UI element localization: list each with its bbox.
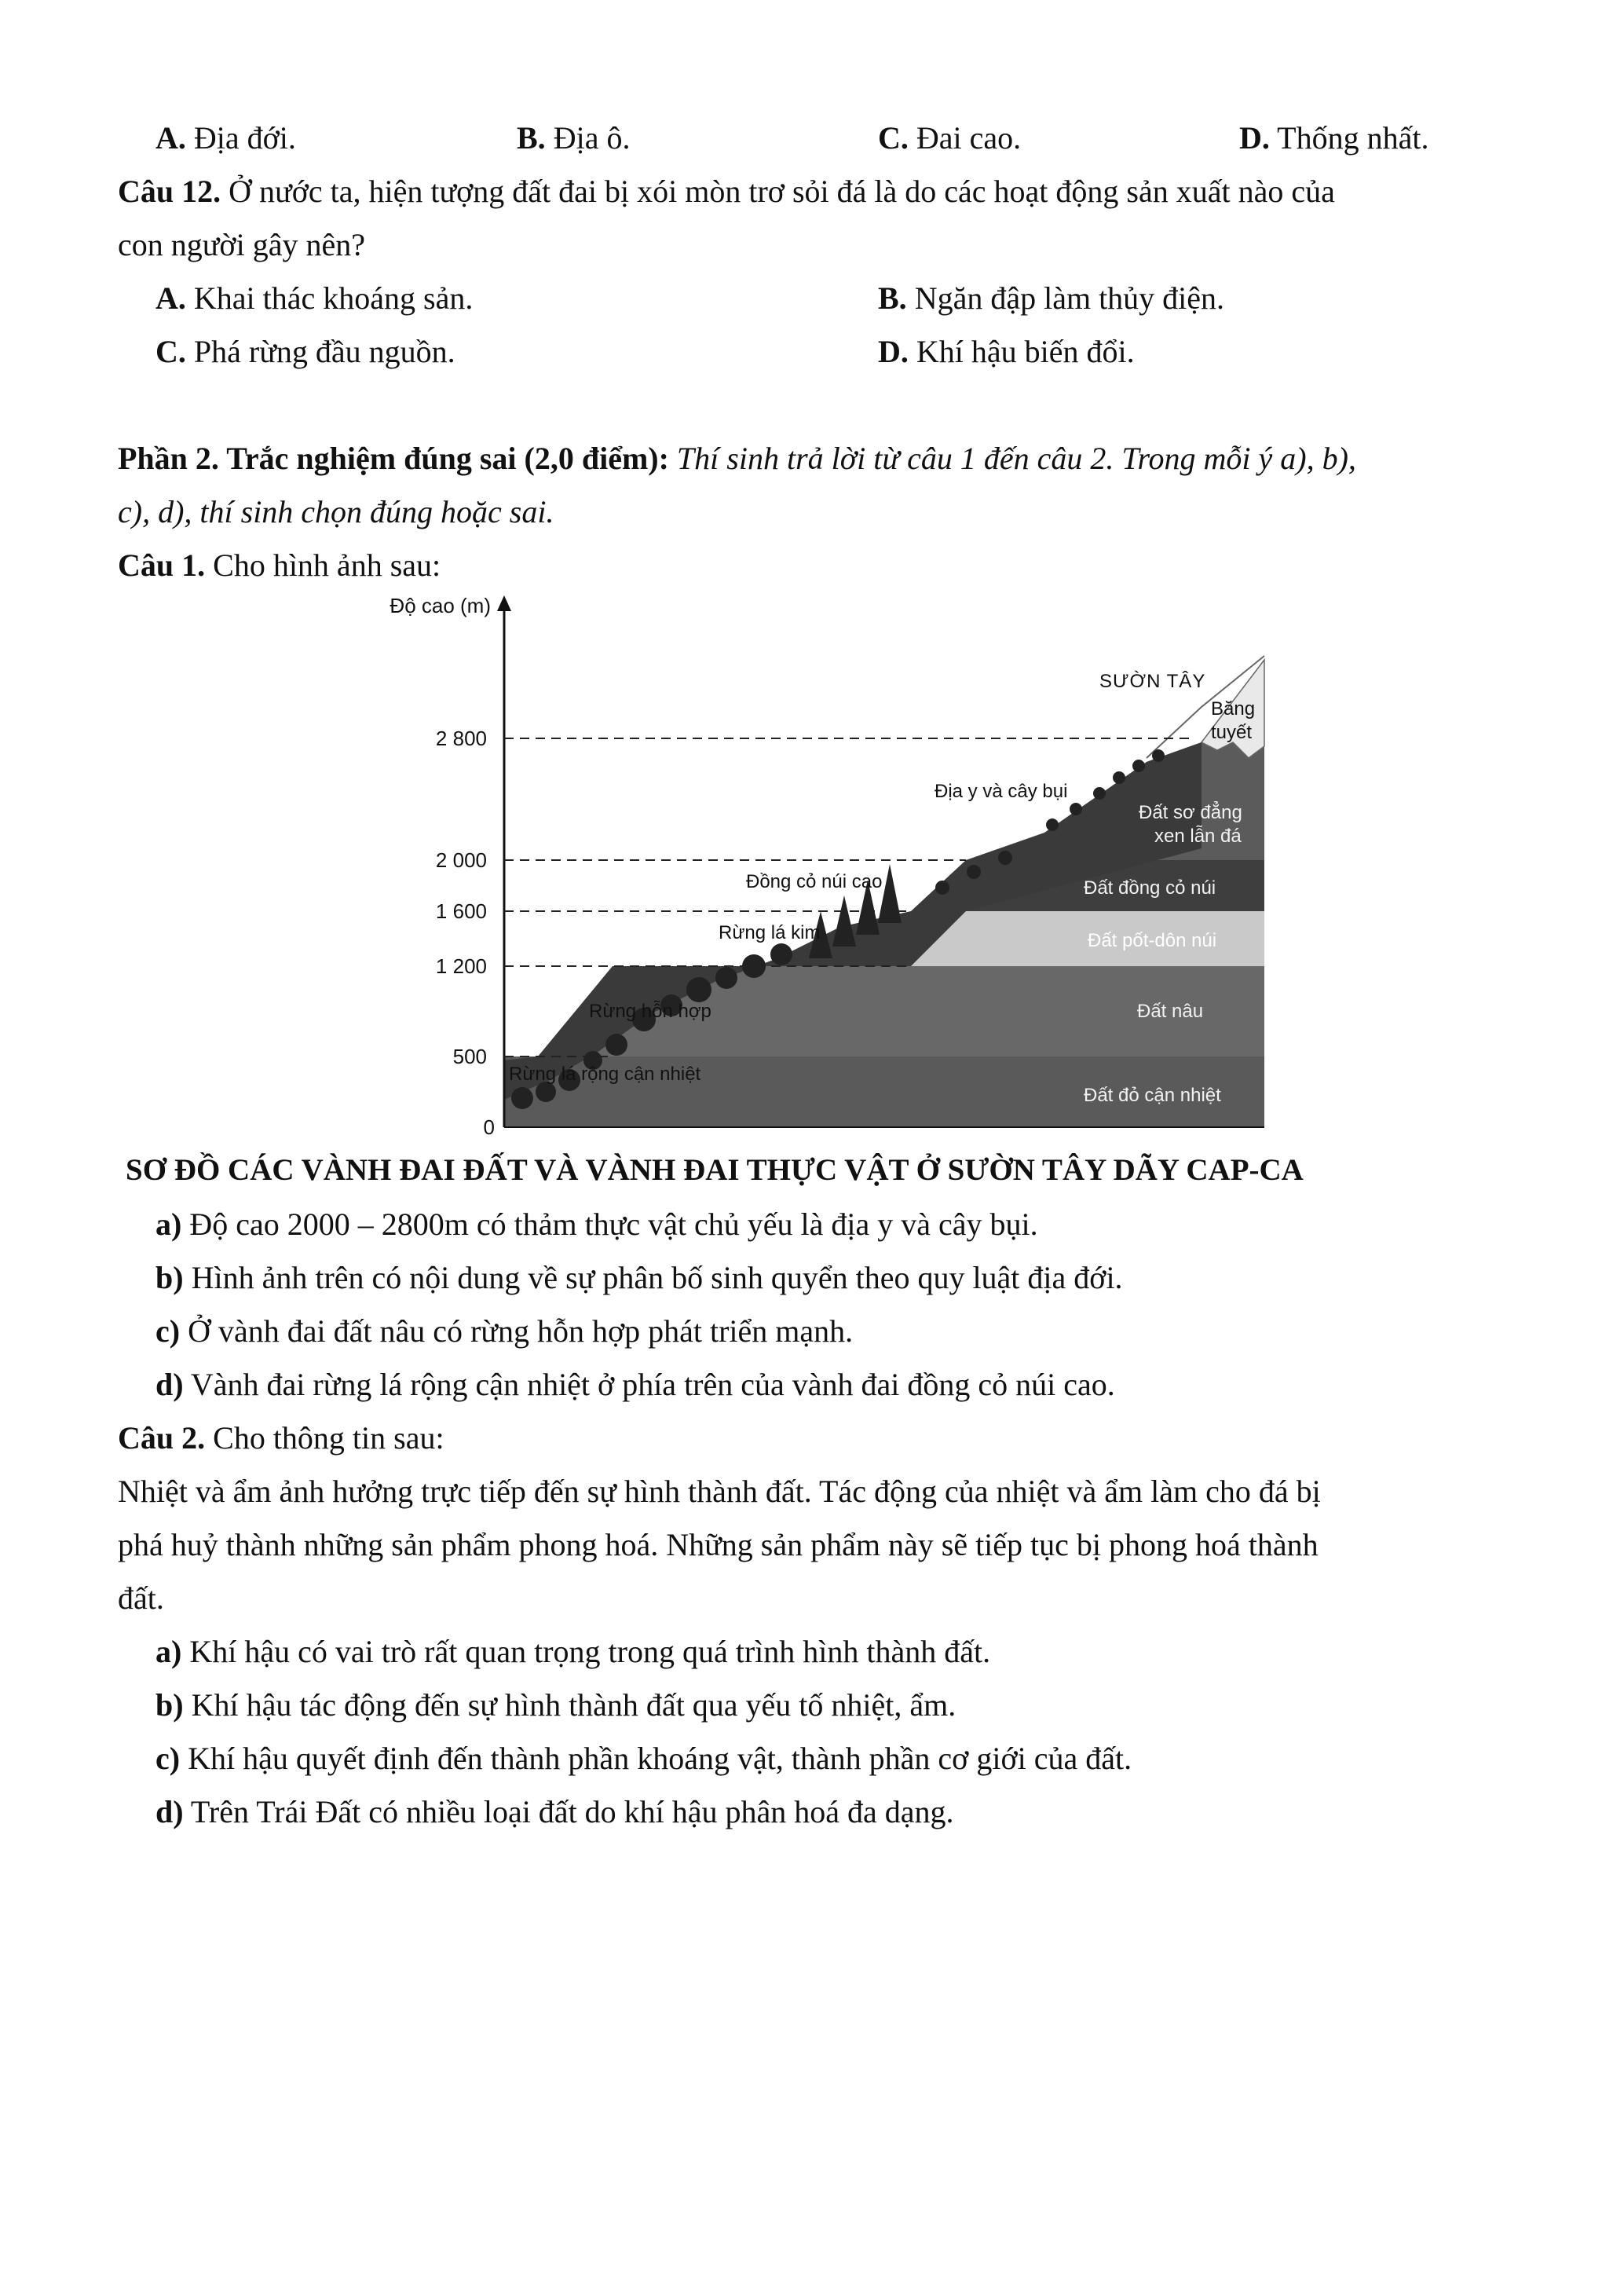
- part2-instructions: c), d), thí sinh chọn đúng hoặc sai.: [118, 494, 554, 529]
- cau2-item-c: c) Khí hậu quyết định đến thành phần khoáng vật, thành phần cơ giới của đất.: [155, 1741, 1132, 1776]
- cau1-stem: Câu 1. Cho hình ảnh sau:: [118, 547, 441, 583]
- cau2-item-a: a) Khí hậu có vai trò rất quan trọng trong quá trình hình thành đất.: [155, 1634, 991, 1669]
- diagram-caption: SƠ ĐỒ CÁC VÀNH ĐAI ĐẤT VÀ VÀNH ĐAI THỰC VẬT Ở SƯỜN TÂY DÃY CAP-CA: [126, 1153, 1304, 1187]
- cau2-stem: Câu 2. Cho thông tin sau:: [118, 1420, 444, 1456]
- label-broadleaf: Rừng lá rộng cận nhiệt: [509, 1064, 701, 1085]
- q12-option-a: A. Khai thác khoáng sản.: [155, 280, 474, 316]
- tick-0: 0: [483, 1115, 495, 1139]
- part2-heading: Phần 2. Trắc nghiệm đúng sai (2,0 điểm): Thí sinh trả lời từ câu 1 đến câu 2. Trong mỗi ý a), b),: [118, 441, 1356, 476]
- tick-2000: 2 000: [435, 848, 487, 872]
- label-ice-1: Băng: [1211, 698, 1256, 720]
- cau1-item-d: d) Vành đai rừng lá rộng cận nhiệt ở phía trên của vành đai đồng cỏ núi cao.: [155, 1367, 1115, 1402]
- label-soil-red: Đất đỏ cận nhiệt: [1084, 1085, 1221, 1106]
- label-ice-2: tuyết: [1211, 722, 1253, 743]
- label-conifer: Rừng lá kim: [719, 922, 821, 943]
- cau1-item-c: c) Ở vành đai đất nâu có rừng hỗn hợp phát triển mạnh.: [155, 1313, 854, 1349]
- q11-option-b: B. Địa ô.: [517, 120, 631, 156]
- tick-1600: 1 600: [435, 899, 487, 923]
- q11-option-c: C. Đai cao.: [878, 120, 1022, 156]
- label-soil-podzol: Đất pốt-dôn núi: [1088, 930, 1217, 951]
- q12-option-d: D. Khí hậu biến đổi.: [878, 334, 1135, 369]
- cau2-para-line3: đất.: [118, 1580, 164, 1616]
- tick-2800: 2 800: [435, 727, 487, 750]
- cau2-item-b: b) Khí hậu tác động đến sự hình thành đất qua yếu tố nhiệt, ẩm.: [155, 1687, 956, 1723]
- cau1-item-a: a) Độ cao 2000 – 2800m có thảm thực vật chủ yếu là địa y và cây bụi.: [155, 1207, 1038, 1242]
- label-soil-brown: Đất nâu: [1137, 1001, 1204, 1022]
- cau1-item-b: b) Hình ảnh trên có nội dung về sự phân bố sinh quyển theo quy luật địa đới.: [155, 1260, 1123, 1295]
- tick-500: 500: [452, 1045, 487, 1068]
- y-axis-label: Độ cao (m): [390, 594, 491, 617]
- cau2-item-d: d) Trên Trái Đất có nhiều loại đất do khí hậu phân hoá đa dạng.: [155, 1794, 954, 1829]
- label-soil-thin-2: xen lẫn đá: [1154, 826, 1242, 847]
- q11-option-d: D. Thống nhất.: [1239, 120, 1429, 156]
- label-meadow: Đồng cỏ núi cao: [746, 871, 883, 892]
- q12-option-c: C. Phá rừng đầu nguồn.: [155, 334, 455, 369]
- label-lichen: Địa y và cây bụi: [935, 781, 1068, 802]
- label-soil-meadow: Đất đồng cỏ núi: [1084, 877, 1216, 899]
- label-soil-thin-1: Đất sơ đẳng: [1139, 802, 1242, 823]
- label-mixed: Rừng hỗn hợp: [589, 1001, 711, 1022]
- cau2-para-line1: Nhiệt và ẩm ảnh hưởng trực tiếp đến sự hình thành đất. Tác động của nhiệt và ẩm làm cho đá bị: [118, 1474, 1321, 1509]
- label-slope: SƯỜN TÂY: [1099, 671, 1206, 692]
- q12-stem-cont: con người gây nên?: [118, 227, 365, 262]
- q12-stem: Câu 12. Ở nước ta, hiện tượng đất đai bị xói mòn trơ sỏi đá là do các hoạt động sản xuất nào của: [118, 174, 1335, 209]
- q12-option-b: B. Ngăn đập làm thủy điện.: [878, 280, 1225, 316]
- q11-option-a: A. Địa đới.: [155, 120, 296, 156]
- vegetation-soil-diagram: [369, 589, 1280, 1139]
- y-axis-arrow: [497, 595, 511, 611]
- tick-1200: 1 200: [435, 954, 487, 978]
- cau2-para-line2: phá huỷ thành những sản phẩm phong hoá. Những sản phẩm này sẽ tiếp tục bị phong hoá thành: [118, 1527, 1319, 1562]
